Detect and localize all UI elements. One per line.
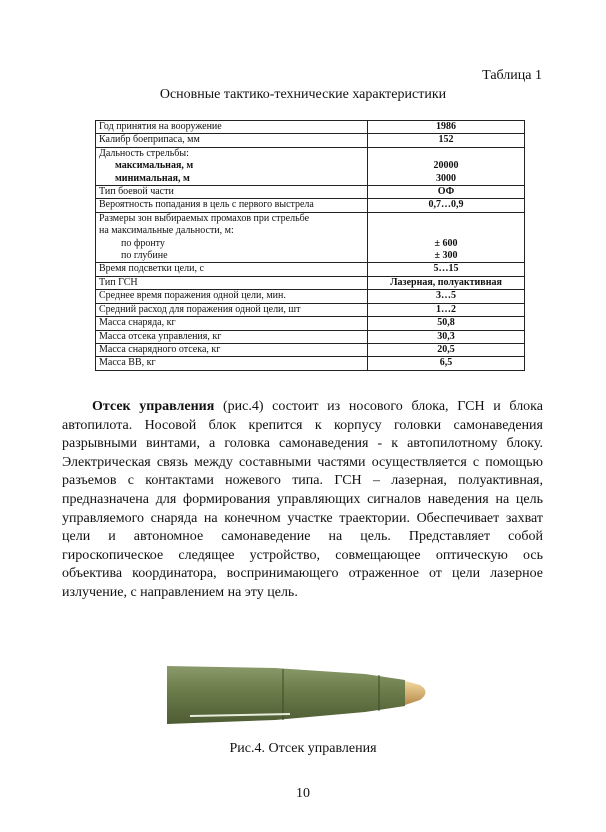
table-row (96, 186, 525, 199)
row-label: Среднее время поражения одной цели, мин. (96, 290, 368, 303)
row-value: 0,7…0,9 (368, 199, 525, 212)
row-label: Калибр боеприпаса, мм (96, 134, 368, 147)
row-label: Вероятность попадания в цель с первого выстрела (96, 199, 368, 212)
row-label: Средний расход для поражения одной цели, шт (96, 303, 368, 316)
row-label: Масса снарядного отсека, кг (96, 343, 368, 356)
row-value: 3000 (436, 172, 456, 184)
row-label: Тип ГСН (96, 276, 368, 289)
row-value: 3…5 (368, 290, 525, 303)
row-label: Дальность стрельбы: (99, 147, 189, 159)
table-row (96, 276, 525, 289)
table-row (96, 303, 525, 316)
figure-caption: Рис.4. Отсек управления (229, 741, 377, 756)
row-value: Лазерная, полуактивная (368, 276, 525, 289)
specs-table (95, 120, 525, 371)
row-value: ± 600 (434, 237, 458, 249)
row-sublabel: максимальная, м (115, 160, 194, 172)
row-label: Год принятия на вооружение (96, 121, 368, 134)
row-label: Масса снаряда, кг (96, 317, 368, 330)
table-label: Таблица 1 (482, 68, 542, 83)
table-row (96, 263, 525, 276)
table-row (96, 199, 525, 212)
row-label: на максимальные дальности, м: (99, 225, 234, 237)
table-row (96, 317, 525, 330)
row-value: 6,5 (368, 357, 525, 370)
table-row (96, 121, 525, 134)
row-value: 20,5 (368, 343, 525, 356)
table-row (96, 330, 525, 343)
row-value: 30,3 (368, 330, 525, 343)
body-lead: Отсек управления (92, 399, 215, 414)
table-row (96, 147, 525, 185)
body-text: (рис.4) состоит из носового блока, ГСН и блока автопилота. Носовой блок крепится к корпусу головки самонаведения разрывными винтами, а головка самонаведения - к автопилотному блоку. Электрическая связь между составными частями осуществляется с помощью разъемов с контактами ножевого типа. ГСН – лазерная, полуактивная, предназначена для формирования управляющих сигналов наведения на цель управляемого снаряда на конечном участке траектории. Обеспечивает захват цели и автономное самонаведение на цель. Представляет собой гироскопическое следящее устройство, совмещающее оптическую ось объектива координатора, воспринимающего отраженное от цели лазерное излучение, с направлением на эту цель. (62, 399, 543, 600)
table-row (96, 212, 525, 263)
page-number: 10 (296, 786, 310, 801)
row-sublabel: по фронту (121, 237, 165, 249)
row-sublabel: по глубине (121, 250, 168, 262)
row-label: Время подсветки цели, с (96, 263, 368, 276)
body-paragraph (62, 398, 543, 603)
row-value: 20000 (433, 160, 459, 172)
row-value: 1…2 (368, 303, 525, 316)
row-label: Тип боевой части (96, 186, 368, 199)
table-title: Основные тактико-технические характеристики (159, 87, 447, 102)
row-value: 152 (368, 134, 525, 147)
row-value: 5…15 (368, 263, 525, 276)
table-row (96, 343, 525, 356)
row-value: 1986 (368, 121, 525, 134)
row-value: ОФ (368, 186, 525, 199)
table-row (96, 134, 525, 147)
row-label: Масса ВВ, кг (96, 357, 368, 370)
table-row (96, 357, 525, 370)
row-label: Размеры зон выбираемых промахов при стрельбе (99, 212, 310, 224)
table-row (96, 290, 525, 303)
control-section-figure (165, 662, 445, 728)
row-value: 50,8 (368, 317, 525, 330)
row-label: Масса отсека управления, кг (96, 330, 368, 343)
row-value: ± 300 (434, 250, 458, 262)
row-sublabel: минимальная, м (115, 172, 190, 184)
